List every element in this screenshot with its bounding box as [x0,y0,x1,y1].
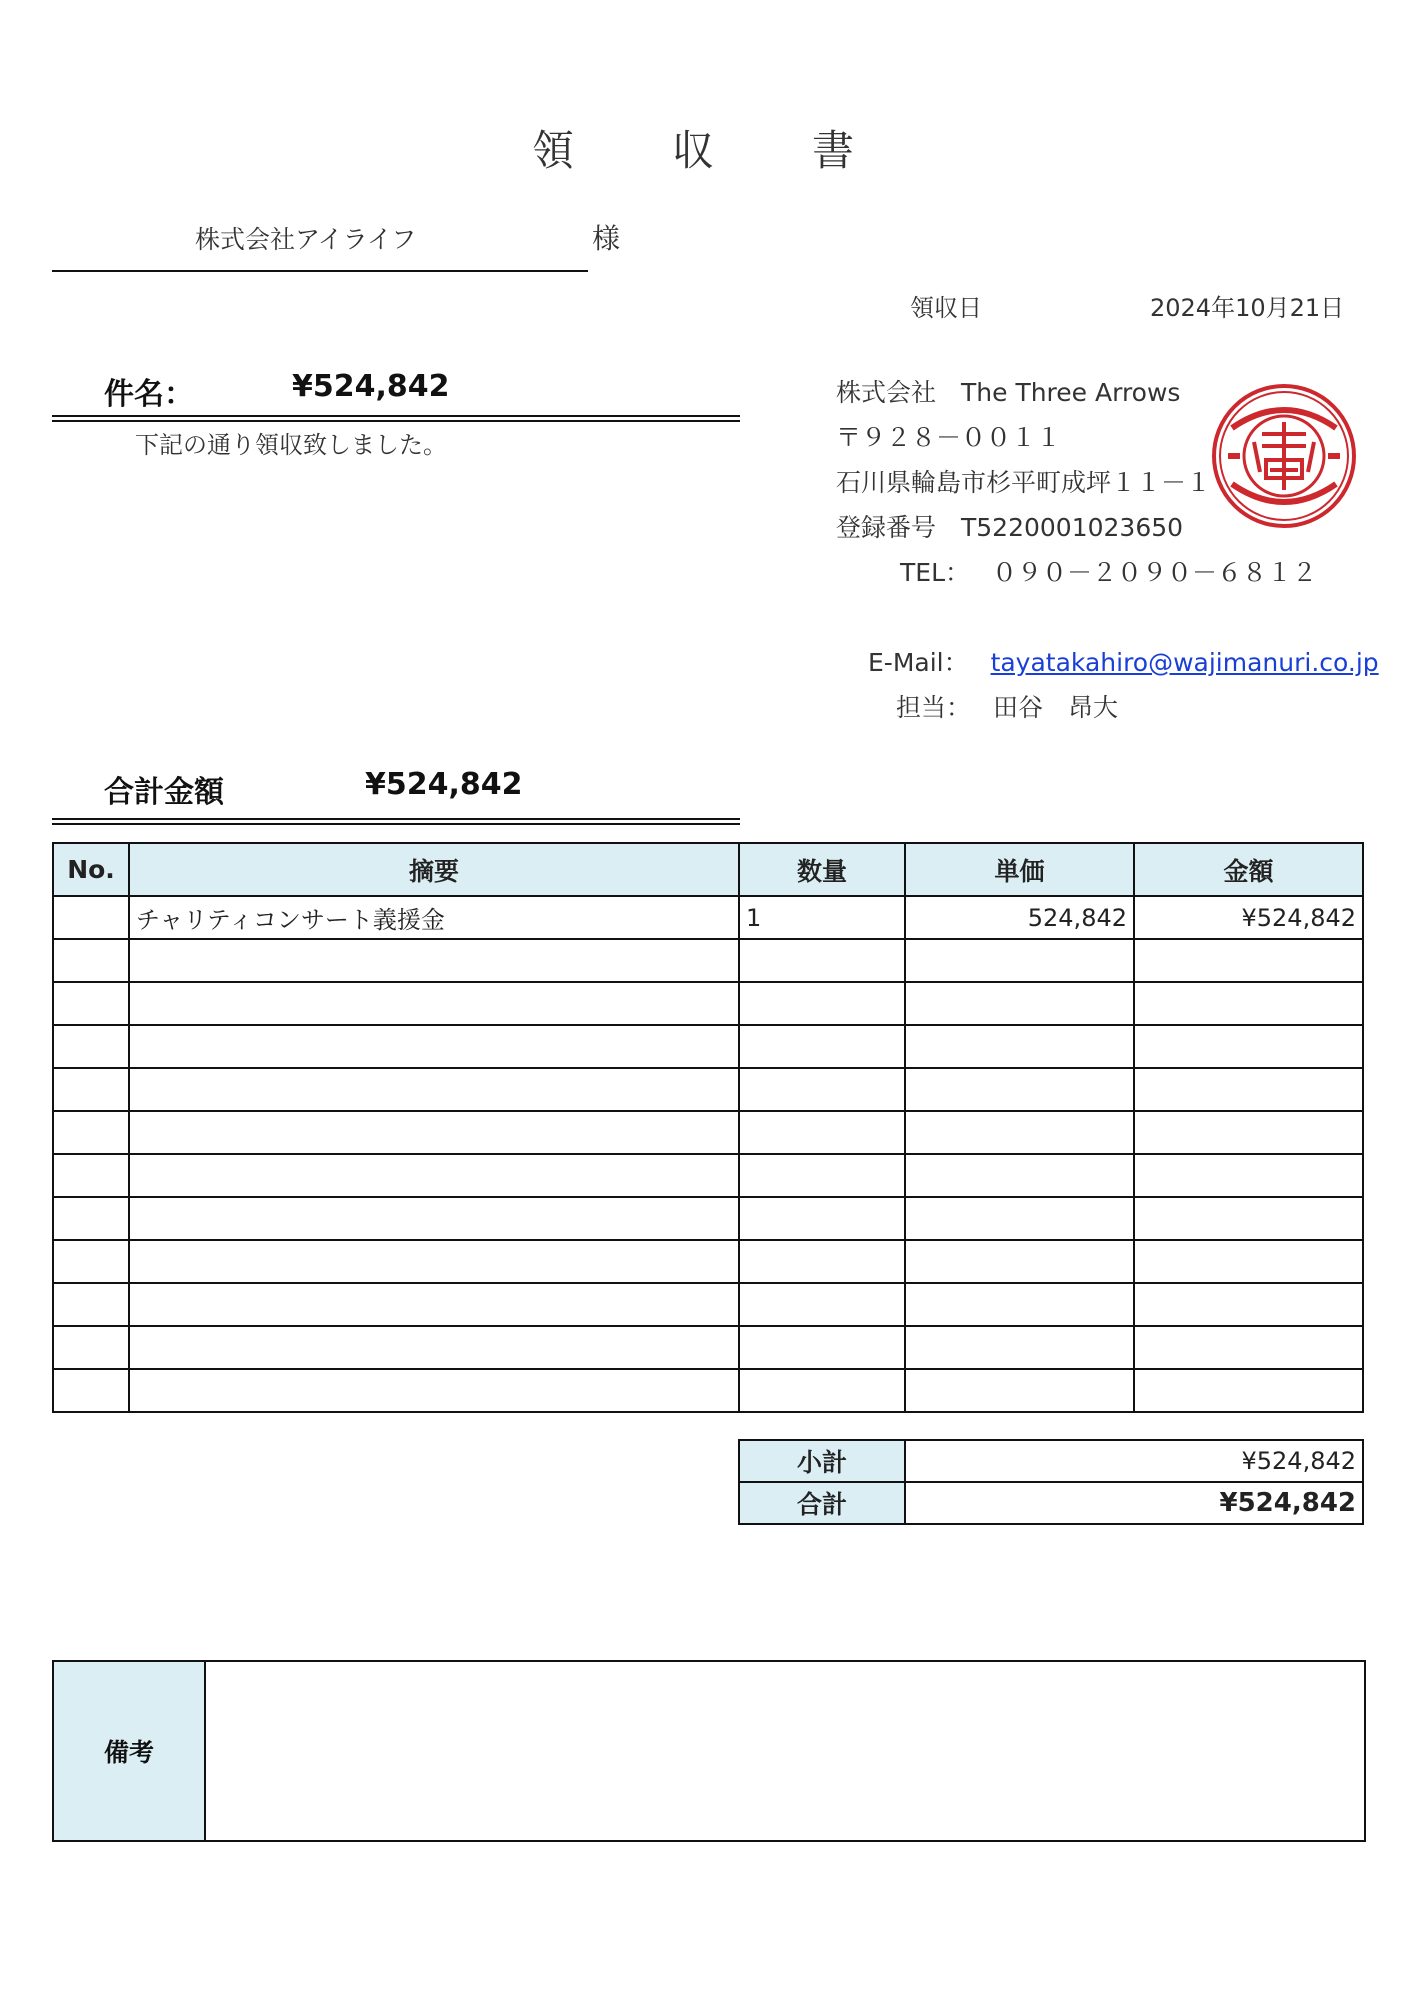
issuer-address: 石川県輪島市杉平町成坪１１－１ [836,468,1212,497]
row-description [129,1326,739,1369]
row-unit-price [905,939,1134,982]
row-amount [1134,1111,1363,1154]
remarks-box [52,1660,1366,1842]
row-description [129,939,739,982]
grand-total-row [739,1482,1363,1524]
row-unit-price [905,1240,1134,1283]
row-unit-price [905,1111,1134,1154]
row-description [129,1068,739,1111]
row-amount [1134,939,1363,982]
row-unit-price [905,982,1134,1025]
row-quantity [739,1111,905,1154]
row-quantity [739,1197,905,1240]
total-amount-label: 合計金額 [104,775,224,810]
table-row [53,982,1363,1025]
row-no [53,1240,129,1283]
row-no [53,1154,129,1197]
row-quantity [739,1025,905,1068]
row-amount [1134,1068,1363,1111]
subtotal-value: ¥524,842 [905,1440,1363,1482]
row-unit-price [905,1369,1134,1412]
table-row [53,1369,1363,1412]
table-header-row [53,843,1363,896]
row-quantity: 1 [739,896,905,939]
row-no [53,1068,129,1111]
row-description [129,982,739,1025]
contact-label: 担当： [896,693,972,722]
issuer-company: 株式会社 The Three Arrows [836,378,1181,407]
tel-label: TEL： [900,558,970,587]
row-description [129,1111,739,1154]
row-description: チャリティコンサート義援金 [129,896,739,939]
row-amount [1134,982,1363,1025]
subtotal-label: 小計 [739,1440,905,1482]
row-amount [1134,1197,1363,1240]
date-value: 2024年10月21日 [1150,294,1345,322]
row-description [129,1197,739,1240]
header-amount: 金額 [1134,843,1363,896]
row-description [129,1154,739,1197]
row-no [53,1111,129,1154]
row-no [53,1197,129,1240]
table-row [53,896,1363,939]
row-unit-price [905,1025,1134,1068]
row-quantity [739,1283,905,1326]
line-items-table [52,842,1364,1413]
row-amount [1134,1283,1363,1326]
date-label: 領収日 [910,294,982,322]
table-row [53,1111,1363,1154]
header-no: No. [53,843,129,896]
header-quantity: 数量 [739,843,905,896]
recipient-name: 株式会社アイライフ [195,225,417,254]
summary-table [738,1439,1364,1525]
table-row [53,1240,1363,1283]
row-no [53,1283,129,1326]
row-no [53,1326,129,1369]
header-unit-price: 単価 [905,843,1134,896]
recipient-underline [52,270,588,272]
row-quantity [739,1369,905,1412]
row-description [129,1240,739,1283]
row-no [53,1025,129,1068]
row-quantity [739,1326,905,1369]
table-row [53,1326,1363,1369]
row-amount [1134,1326,1363,1369]
row-unit-price [905,1068,1134,1111]
subject-label: 件名： [104,377,194,412]
row-quantity [739,982,905,1025]
table-row [53,1283,1363,1326]
issuer-postal: 〒９２８－００１１ [836,423,1062,452]
table-row [53,1025,1363,1068]
issuer-tel-row [900,553,1317,589]
row-amount: ¥524,842 [1134,896,1363,939]
row-description [129,1369,739,1412]
grand-total-label: 合計 [739,1482,905,1524]
table-row [53,939,1363,982]
remarks-label: 備考 [54,1662,206,1840]
row-no [53,939,129,982]
row-quantity [739,939,905,982]
row-quantity [739,1068,905,1111]
row-no [53,982,129,1025]
header-description: 摘要 [129,843,739,896]
row-unit-price [905,1197,1134,1240]
issuer-email-row [868,643,1379,679]
row-no [53,896,129,939]
issuer-registration: 登録番号 T5220001023650 [836,513,1184,542]
subtotal-row [739,1440,1363,1482]
row-description [129,1025,739,1068]
table-row [53,1197,1363,1240]
row-quantity [739,1154,905,1197]
grand-total-value: ¥524,842 [905,1482,1363,1524]
document-title: 領 収 書 [531,126,882,175]
row-amount [1134,1154,1363,1197]
receipt-note: 下記の通り領収致しました。 [135,431,447,459]
total-amount-value: ¥524,842 [365,767,523,802]
row-quantity [739,1240,905,1283]
email-link[interactable]: tayatakahiro@wajimanuri.co.jp [990,648,1379,677]
contact-name: 田谷 昂大 [992,693,1118,722]
company-seal-stamp [1210,382,1358,530]
table-row [53,1154,1363,1197]
table-row [53,1068,1363,1111]
email-label: E-Mail： [868,648,969,677]
row-description [129,1283,739,1326]
issuer-contact-row [896,688,1118,724]
row-amount [1134,1240,1363,1283]
tel-value: ０９０－２０９０－６８１２ [991,558,1317,587]
row-amount [1134,1025,1363,1068]
row-unit-price [905,1154,1134,1197]
row-no [53,1369,129,1412]
row-unit-price [905,1326,1134,1369]
row-unit-price [905,1283,1134,1326]
recipient-honorific: 様 [592,222,621,255]
row-unit-price: 524,842 [905,896,1134,939]
subject-underline [52,415,740,422]
row-amount [1134,1369,1363,1412]
subject-amount: ¥524,842 [292,369,450,404]
total-underline [52,818,740,825]
